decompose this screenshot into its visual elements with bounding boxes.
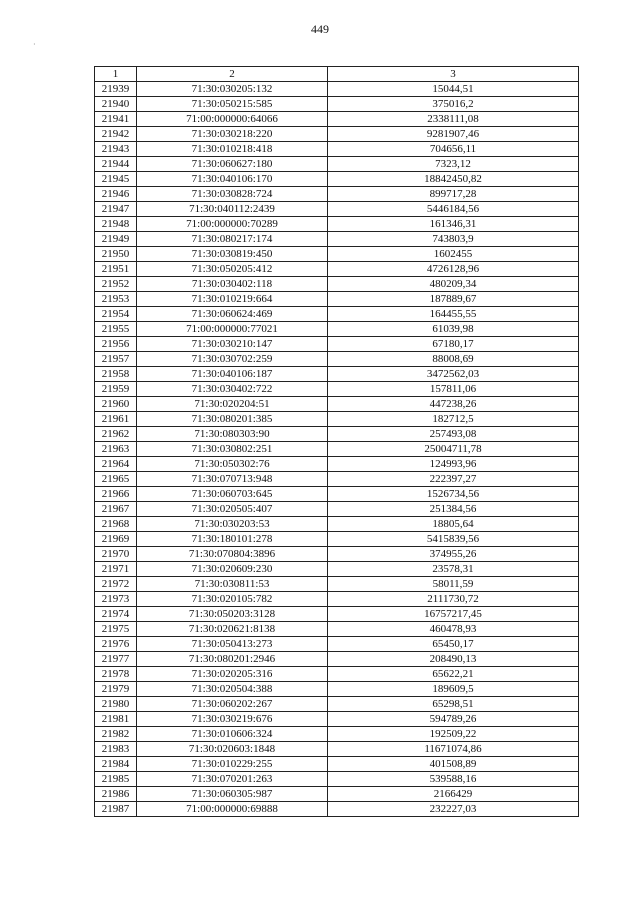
cadastral-number-cell: 71:30:050302:76 [137, 457, 328, 472]
row-number-cell: 21950 [95, 247, 137, 262]
table-row [95, 232, 579, 247]
value-cell: 164455,55 [328, 307, 579, 322]
value-cell: 2111730,72 [328, 592, 579, 607]
row-number-cell: 21973 [95, 592, 137, 607]
table-row [95, 412, 579, 427]
table-row [95, 367, 579, 382]
row-number-cell: 21961 [95, 412, 137, 427]
cadastral-number-cell: 71:30:060624:469 [137, 307, 328, 322]
table-row [95, 262, 579, 277]
registry-table [94, 66, 579, 817]
cadastral-number-cell: 71:30:080303:90 [137, 427, 328, 442]
value-cell: 192509,22 [328, 727, 579, 742]
table-row [95, 802, 579, 817]
column-header-1: 1 [95, 67, 137, 82]
row-number-cell: 21975 [95, 622, 137, 637]
value-cell: 375016,2 [328, 97, 579, 112]
cadastral-number-cell: 71:30:070201:263 [137, 772, 328, 787]
row-number-cell: 21959 [95, 382, 137, 397]
cadastral-number-cell: 71:30:040112:2439 [137, 202, 328, 217]
table-row [95, 547, 579, 562]
row-number-cell: 21965 [95, 472, 137, 487]
row-number-cell: 21953 [95, 292, 137, 307]
value-cell: 594789,26 [328, 712, 579, 727]
table-row [95, 382, 579, 397]
cadastral-number-cell: 71:30:050413:273 [137, 637, 328, 652]
row-number-cell: 21957 [95, 352, 137, 367]
value-cell: 743803,9 [328, 232, 579, 247]
table-row [95, 517, 579, 532]
cadastral-number-cell: 71:30:020504:388 [137, 682, 328, 697]
value-cell: 1526734,56 [328, 487, 579, 502]
row-number-cell: 21987 [95, 802, 137, 817]
row-number-cell: 21971 [95, 562, 137, 577]
value-cell: 23578,31 [328, 562, 579, 577]
cadastral-number-cell: 71:30:010229:255 [137, 757, 328, 772]
table-row [95, 112, 579, 127]
table-row [95, 667, 579, 682]
cadastral-number-cell: 71:30:030702:259 [137, 352, 328, 367]
cadastral-number-cell: 71:30:020105:782 [137, 592, 328, 607]
row-number-cell: 21981 [95, 712, 137, 727]
value-cell: 2166429 [328, 787, 579, 802]
value-cell: 5446184,56 [328, 202, 579, 217]
value-cell: 4726128,96 [328, 262, 579, 277]
table-row [95, 712, 579, 727]
row-number-cell: 21952 [95, 277, 137, 292]
cadastral-number-cell: 71:30:020603:1848 [137, 742, 328, 757]
cadastral-number-cell: 71:30:030210:147 [137, 337, 328, 352]
value-cell: 161346,31 [328, 217, 579, 232]
table-row [95, 532, 579, 547]
cadastral-number-cell: 71:30:030402:722 [137, 382, 328, 397]
value-cell: 189609,5 [328, 682, 579, 697]
row-number-cell: 21977 [95, 652, 137, 667]
row-number-cell: 21972 [95, 577, 137, 592]
table-row [95, 607, 579, 622]
cadastral-number-cell: 71:00:000000:64066 [137, 112, 328, 127]
cadastral-number-cell: 71:30:010219:664 [137, 292, 328, 307]
row-number-cell: 21980 [95, 697, 137, 712]
table-row [95, 562, 579, 577]
column-header-2: 2 [137, 67, 328, 82]
cadastral-number-cell: 71:30:020609:230 [137, 562, 328, 577]
value-cell: 61039,98 [328, 322, 579, 337]
row-number-cell: 21943 [95, 142, 137, 157]
cadastral-number-cell: 71:30:060202:267 [137, 697, 328, 712]
cadastral-number-cell: 71:30:030203:53 [137, 517, 328, 532]
page-number: 449 [311, 22, 329, 36]
row-number-cell: 21964 [95, 457, 137, 472]
table-row [95, 502, 579, 517]
table-row [95, 187, 579, 202]
table-row [95, 292, 579, 307]
value-cell: 899717,28 [328, 187, 579, 202]
value-cell: 232227,03 [328, 802, 579, 817]
cadastral-number-cell: 71:00:000000:69888 [137, 802, 328, 817]
value-cell: 3472562,03 [328, 367, 579, 382]
cadastral-number-cell: 71:30:020205:316 [137, 667, 328, 682]
value-cell: 67180,17 [328, 337, 579, 352]
column-header-3: 3 [328, 67, 579, 82]
value-cell: 704656,11 [328, 142, 579, 157]
row-number-cell: 21967 [95, 502, 137, 517]
row-number-cell: 21949 [95, 232, 137, 247]
cadastral-number-cell: 71:30:030205:132 [137, 82, 328, 97]
table-row [95, 697, 579, 712]
row-number-cell: 21954 [95, 307, 137, 322]
cadastral-number-cell: 71:30:050205:412 [137, 262, 328, 277]
value-cell: 1602455 [328, 247, 579, 262]
table-row [95, 592, 579, 607]
value-cell: 15044,51 [328, 82, 579, 97]
table-row [95, 142, 579, 157]
row-number-cell: 21966 [95, 487, 137, 502]
cadastral-number-cell: 71:30:030811:53 [137, 577, 328, 592]
value-cell: 18805,64 [328, 517, 579, 532]
value-cell: 88008,69 [328, 352, 579, 367]
cadastral-number-cell: 71:30:180101:278 [137, 532, 328, 547]
cadastral-number-cell: 71:30:010606:324 [137, 727, 328, 742]
table-row [95, 742, 579, 757]
row-number-cell: 21982 [95, 727, 137, 742]
cadastral-number-cell: 71:30:030219:676 [137, 712, 328, 727]
table-row [95, 487, 579, 502]
value-cell: 157811,06 [328, 382, 579, 397]
table-row [95, 787, 579, 802]
cadastral-number-cell: 71:30:030218:220 [137, 127, 328, 142]
table-row [95, 457, 579, 472]
row-number-cell: 21963 [95, 442, 137, 457]
row-number-cell: 21986 [95, 787, 137, 802]
cadastral-number-cell: 71:30:040106:170 [137, 172, 328, 187]
table-body [95, 82, 579, 817]
table-row [95, 622, 579, 637]
table-row [95, 397, 579, 412]
value-cell: 374955,26 [328, 547, 579, 562]
row-number-cell: 21958 [95, 367, 137, 382]
table-row [95, 172, 579, 187]
value-cell: 187889,67 [328, 292, 579, 307]
cadastral-number-cell: 71:30:010218:418 [137, 142, 328, 157]
row-number-cell: 21962 [95, 427, 137, 442]
row-number-cell: 21976 [95, 637, 137, 652]
row-number-cell: 21984 [95, 757, 137, 772]
table-row [95, 652, 579, 667]
table-row [95, 427, 579, 442]
table-row [95, 637, 579, 652]
value-cell: 222397,27 [328, 472, 579, 487]
cadastral-number-cell: 71:30:020505:407 [137, 502, 328, 517]
row-number-cell: 21942 [95, 127, 137, 142]
value-cell: 25004711,78 [328, 442, 579, 457]
value-cell: 447238,26 [328, 397, 579, 412]
value-cell: 18842450,82 [328, 172, 579, 187]
table-row [95, 757, 579, 772]
value-cell: 460478,93 [328, 622, 579, 637]
table-row [95, 772, 579, 787]
cadastral-number-cell: 71:30:030802:251 [137, 442, 328, 457]
value-cell: 2338111,08 [328, 112, 579, 127]
table-row [95, 472, 579, 487]
row-number-cell: 21978 [95, 667, 137, 682]
table-row [95, 577, 579, 592]
row-number-cell: 21985 [95, 772, 137, 787]
cadastral-number-cell: 71:30:080217:174 [137, 232, 328, 247]
row-number-cell: 21944 [95, 157, 137, 172]
table-row [95, 727, 579, 742]
cadastral-number-cell: 71:30:030819:450 [137, 247, 328, 262]
row-number-cell: 21941 [95, 112, 137, 127]
cadastral-number-cell: 71:30:080201:385 [137, 412, 328, 427]
cadastral-number-cell: 71:30:030402:118 [137, 277, 328, 292]
row-number-cell: 21974 [95, 607, 137, 622]
value-cell: 401508,89 [328, 757, 579, 772]
row-number-cell: 21939 [95, 82, 137, 97]
cadastral-number-cell: 71:30:060703:645 [137, 487, 328, 502]
margin-mark: · [33, 40, 36, 49]
table-header-row [95, 67, 579, 82]
value-cell: 251384,56 [328, 502, 579, 517]
row-number-cell: 21951 [95, 262, 137, 277]
table-row [95, 307, 579, 322]
value-cell: 480209,34 [328, 277, 579, 292]
value-cell: 9281907,46 [328, 127, 579, 142]
table-row [95, 682, 579, 697]
value-cell: 257493,08 [328, 427, 579, 442]
value-cell: 58011,59 [328, 577, 579, 592]
row-number-cell: 21956 [95, 337, 137, 352]
row-number-cell: 21960 [95, 397, 137, 412]
row-number-cell: 21983 [95, 742, 137, 757]
value-cell: 65298,51 [328, 697, 579, 712]
value-cell: 5415839,56 [328, 532, 579, 547]
value-cell: 539588,16 [328, 772, 579, 787]
table-row [95, 322, 579, 337]
value-cell: 208490,13 [328, 652, 579, 667]
row-number-cell: 21969 [95, 532, 137, 547]
value-cell: 65450,17 [328, 637, 579, 652]
row-number-cell: 21947 [95, 202, 137, 217]
cadastral-number-cell: 71:30:070713:948 [137, 472, 328, 487]
table-row [95, 82, 579, 97]
cadastral-number-cell: 71:30:050215:585 [137, 97, 328, 112]
table-row [95, 127, 579, 142]
table-row [95, 247, 579, 262]
value-cell: 65622,21 [328, 667, 579, 682]
value-cell: 182712,5 [328, 412, 579, 427]
table-row [95, 337, 579, 352]
row-number-cell: 21968 [95, 517, 137, 532]
cadastral-number-cell: 71:30:060627:180 [137, 157, 328, 172]
table-row [95, 352, 579, 367]
cadastral-number-cell: 71:00:000000:70289 [137, 217, 328, 232]
cadastral-number-cell: 71:30:040106:187 [137, 367, 328, 382]
cadastral-number-cell: 71:30:070804:3896 [137, 547, 328, 562]
cadastral-number-cell: 71:30:020621:8138 [137, 622, 328, 637]
cadastral-number-cell: 71:30:020204:51 [137, 397, 328, 412]
table-row [95, 277, 579, 292]
row-number-cell: 21948 [95, 217, 137, 232]
value-cell: 11671074,86 [328, 742, 579, 757]
table-row [95, 442, 579, 457]
table-row [95, 217, 579, 232]
cadastral-number-cell: 71:30:060305:987 [137, 787, 328, 802]
row-number-cell: 21946 [95, 187, 137, 202]
value-cell: 16757217,45 [328, 607, 579, 622]
value-cell: 124993,96 [328, 457, 579, 472]
table-row [95, 202, 579, 217]
value-cell: 7323,12 [328, 157, 579, 172]
row-number-cell: 21940 [95, 97, 137, 112]
cadastral-number-cell: 71:30:050203:3128 [137, 607, 328, 622]
cadastral-number-cell: 71:00:000000:77021 [137, 322, 328, 337]
table-row [95, 97, 579, 112]
cadastral-number-cell: 71:30:030828:724 [137, 187, 328, 202]
row-number-cell: 21955 [95, 322, 137, 337]
row-number-cell: 21945 [95, 172, 137, 187]
row-number-cell: 21970 [95, 547, 137, 562]
row-number-cell: 21979 [95, 682, 137, 697]
cadastral-number-cell: 71:30:080201:2946 [137, 652, 328, 667]
table-row [95, 157, 579, 172]
